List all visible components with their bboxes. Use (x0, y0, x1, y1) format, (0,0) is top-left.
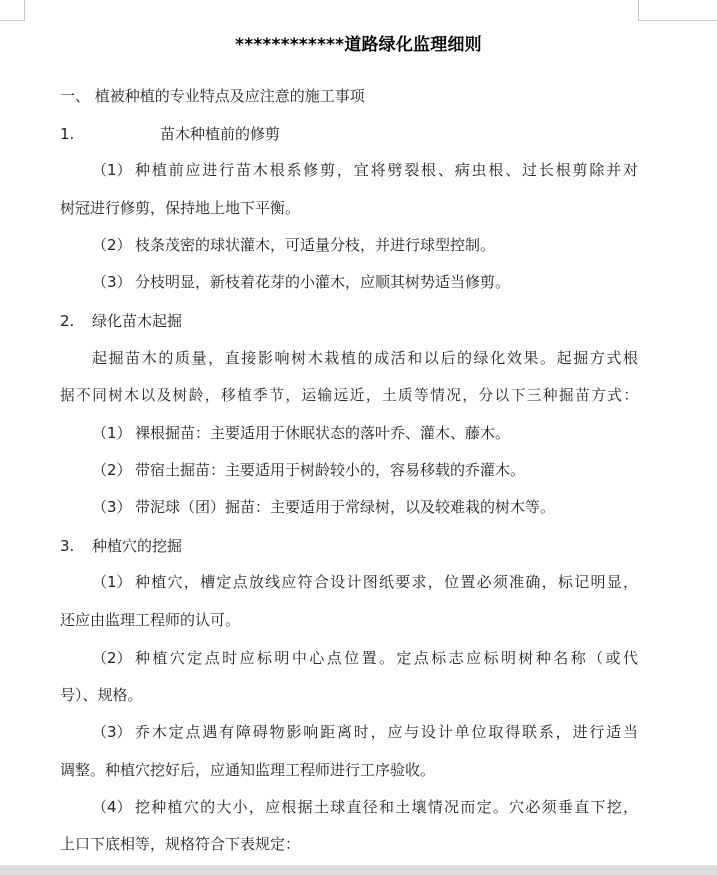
item-text-continued: 号）、规格。 (60, 686, 143, 704)
item-number: （3） (92, 723, 132, 741)
paragraph-text-continued: 据不同树木以及树龄，移植季节，运输远近，土质等情况，分以下三种掘苗方式： (60, 387, 638, 404)
item-text-continued: 还应由监理工程师的认可。 (60, 611, 241, 629)
subsection-number: 3. (60, 537, 75, 555)
item-text: 带泥球（团）掘苗：主要适用于常绿树，以及较难栽的树木等。 (135, 498, 556, 516)
subsection-title: 种植穴的挖掘 (92, 537, 183, 555)
item-text: 枝条茂密的球状灌木，可适量分枝，并进行球型控制。 (135, 236, 496, 254)
crop-mark-top-right (638, 0, 717, 21)
item-text-continued: 调整。种植穴挖好后，应通知监理工程师进行工序验收。 (60, 761, 436, 779)
item-text: 带宿土掘苗：主要适用于树龄较小的，容易移载的乔灌木。 (135, 461, 526, 479)
section-heading: 一、 植被种植的专业特点及应注意的施工事项 (60, 87, 365, 105)
item-number: （4） (92, 798, 132, 816)
paragraph-text: 起掘苗木的质量，直接影响树木栽植的成活和以后的绿化效果。起掘方式根 (92, 349, 638, 367)
subsection-title: 苗木种植前的修剪 (160, 125, 281, 143)
item-number: （2） (92, 649, 132, 667)
item-number: （1） (92, 424, 132, 442)
item-text-continued: 树冠进行修剪，保持地上地下平衡。 (60, 199, 301, 217)
item-text: 挖种植穴的大小，应根据土球直径和土壤情况而定。穴必须垂直下挖， (135, 798, 638, 816)
item-number: （2） (92, 461, 132, 479)
crop-mark-top-left (0, 0, 25, 21)
item-text: 种植穴，槽定点放线应符合设计图纸要求，位置必须准确，标记明显， (135, 573, 638, 591)
subsection-number: 2. (60, 312, 75, 330)
item-number: （1） (92, 161, 132, 179)
item-number: （1） (92, 573, 132, 591)
item-text: 裸根掘苗：主要适用于休眠状态的落叶乔、灌木、藤木。 (135, 424, 511, 442)
subsection-title: 绿化苗木起掘 (92, 312, 183, 330)
subsection-number: 1. (60, 125, 75, 143)
item-number: （3） (92, 498, 132, 516)
item-number: （2） (92, 236, 132, 254)
item-text-continued: 上口下底相等，规格符合下表规定： (60, 835, 301, 853)
page-gap (0, 865, 717, 875)
item-number: （3） (92, 273, 132, 291)
item-text: 种植穴定点时应标明中心点位置。定点标志应标明树种名称（或代 (135, 649, 638, 667)
item-text: 乔木定点遇有障碍物影响距离时，应与设计单位取得联系，进行适当 (135, 723, 638, 741)
item-text: 种植前应进行苗木根系修剪，宜将劈裂根、病虫根、过长根剪除并对 (135, 161, 638, 179)
document-title: ************道路绿化监理细则 (235, 35, 482, 55)
item-text: 分枝明显，新枝着花芽的小灌木，应顺其树势适当修剪。 (135, 273, 511, 291)
